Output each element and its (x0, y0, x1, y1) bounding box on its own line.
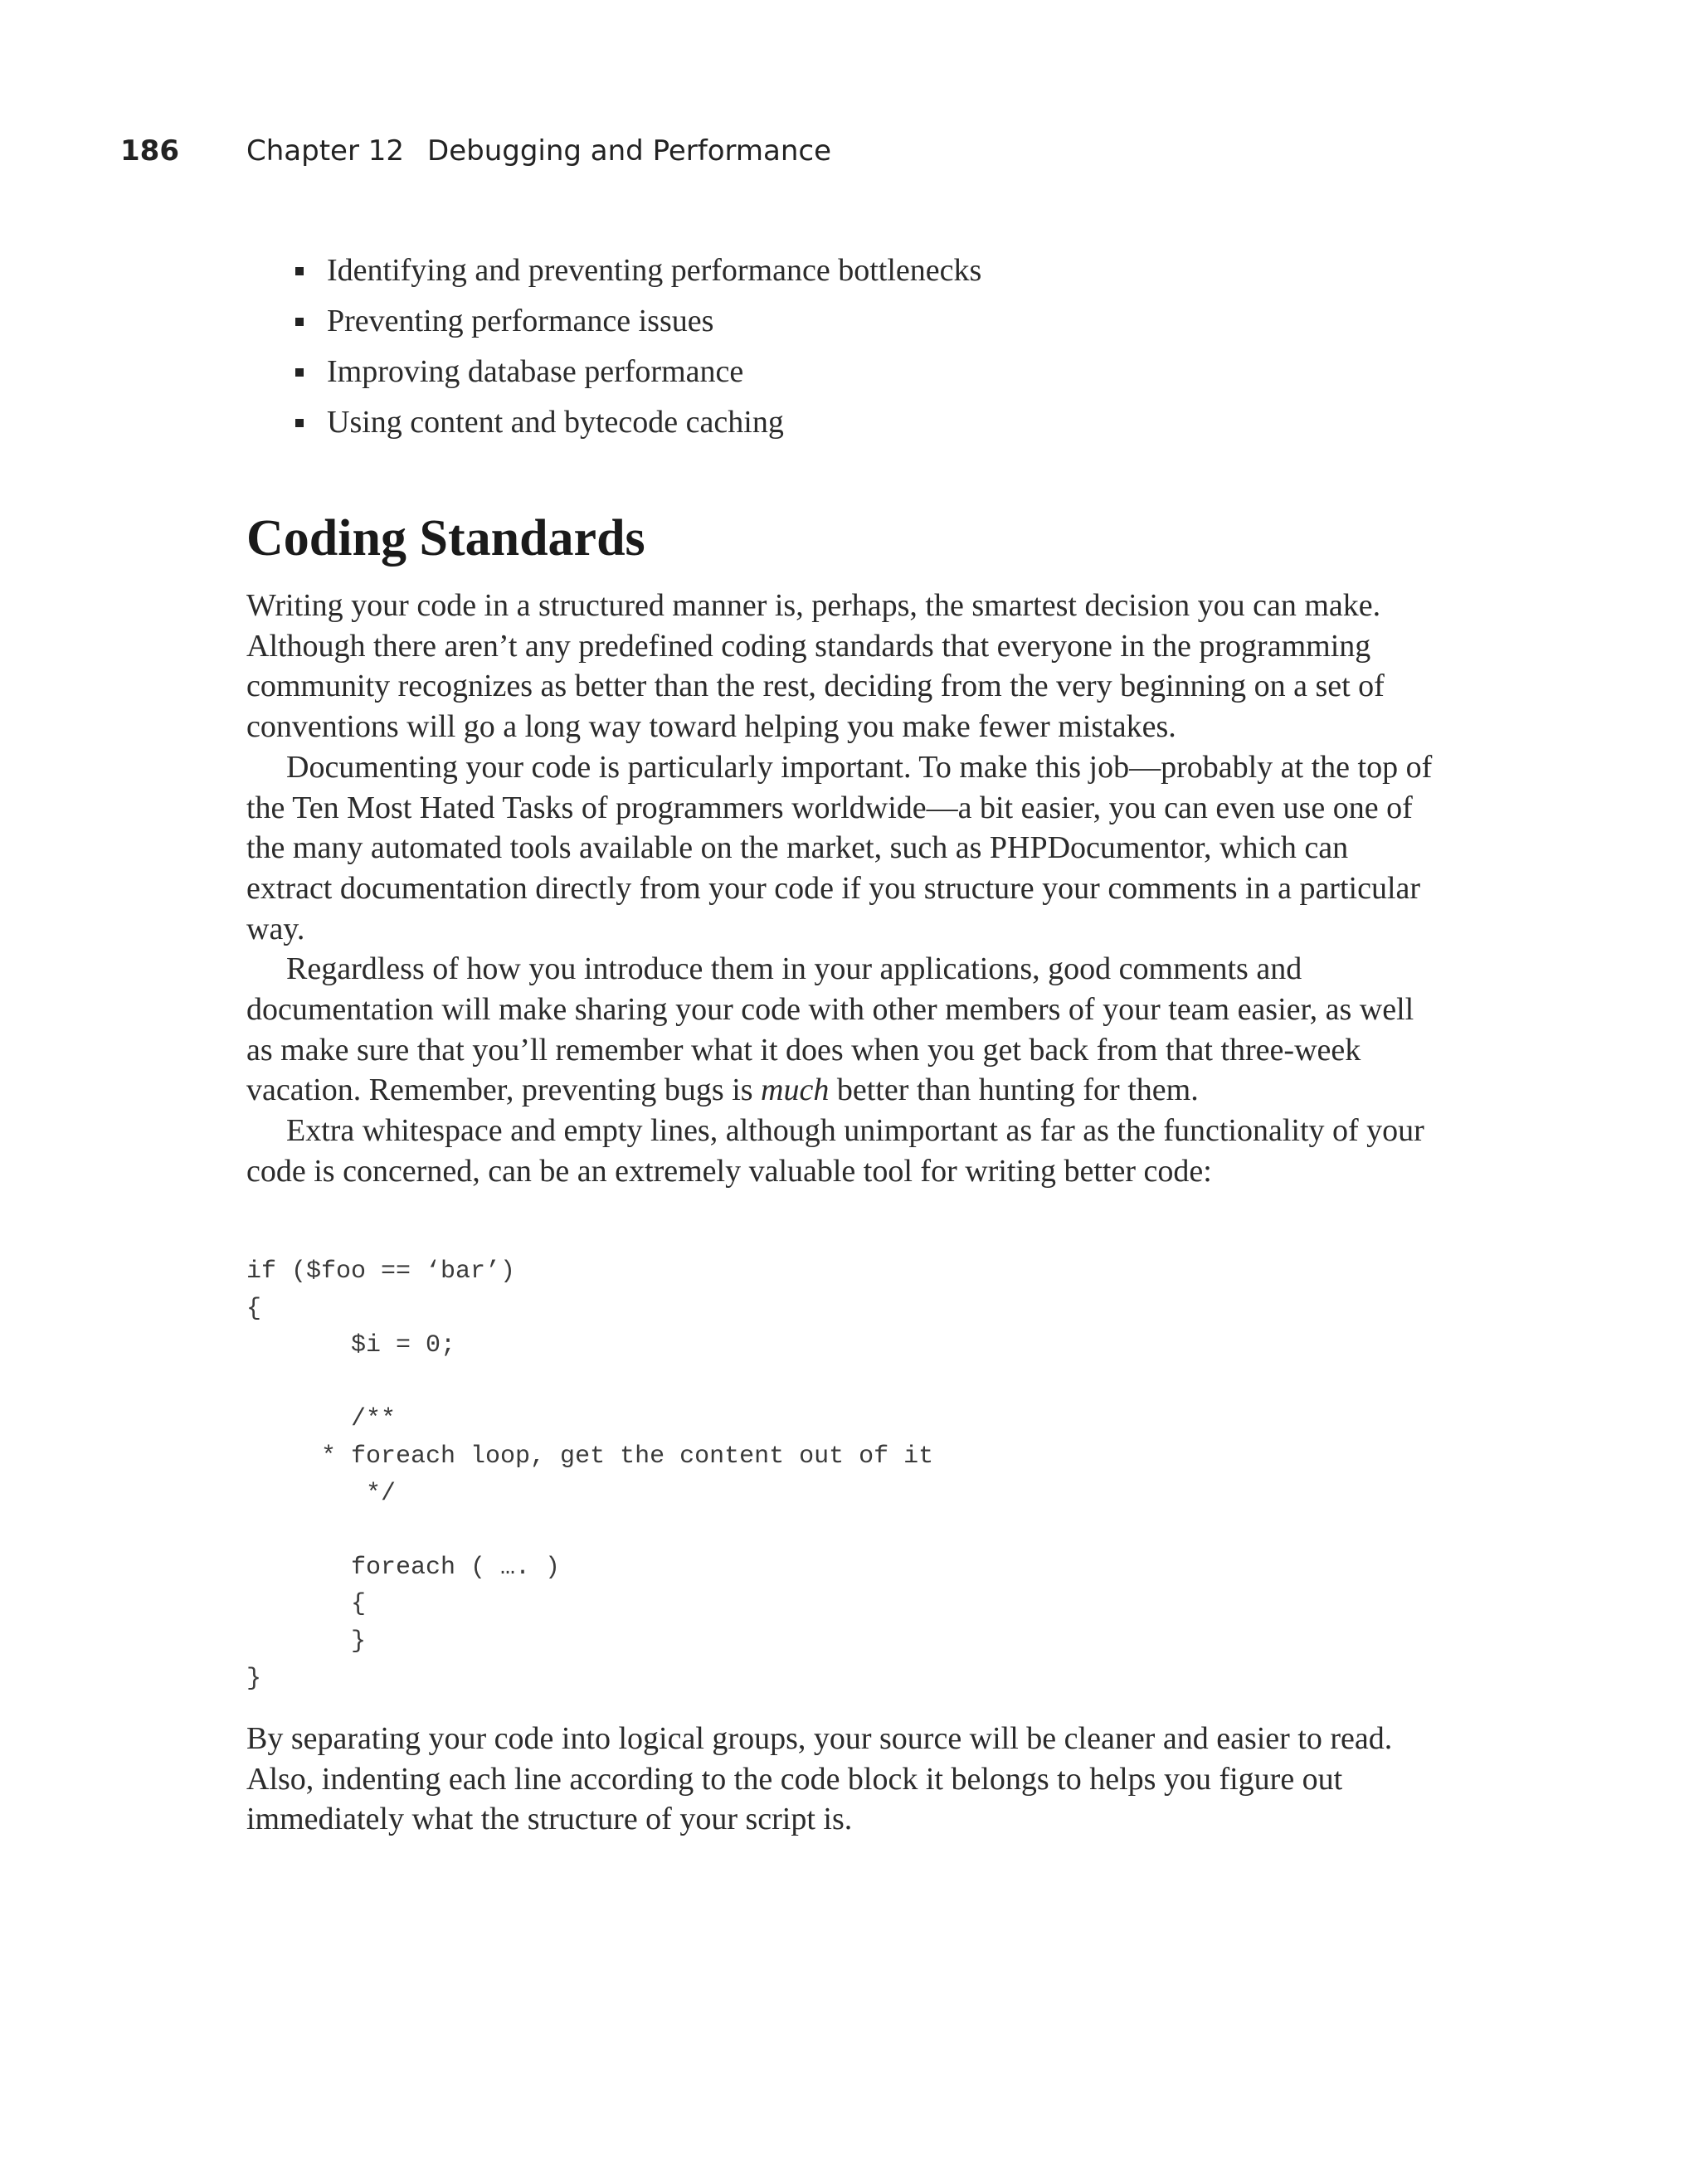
section-heading: Coding Standards (246, 510, 645, 567)
running-head (120, 134, 831, 168)
body-text-block-1 (246, 586, 1441, 1192)
paragraph (246, 949, 1441, 1111)
page-number: 186 (120, 134, 179, 168)
paragraph: Documenting your code is particularly important. To make this job—probably at the top of the Ten Most Hated Tasks of programmers worldwide—a bit easier, you can even use one of the many automated tools available on the market, such as PHPDocumentor, which can extract documentation directly from your code if you structure your comments in a particular way. (246, 749, 1433, 946)
emphasis-text: much (761, 1073, 830, 1108)
paragraph-text: Regardless of how you introduce them in your applications, good comments and documentation will make sharing your code with other members of your team easier, as well as make sure that you’ll remember what it does when you get back from that three-week vacation. Remember, preventing bugs is (246, 951, 1414, 1108)
body-text-block-2 (246, 1719, 1441, 1840)
bullet-item: Identifying and preventing performance bottlenecks (289, 246, 981, 296)
chapter-title: Debugging and Performance (427, 134, 832, 168)
code-block: if ($foo == ‘bar’) { $i = 0; /** * foreach loop, get the content out of it */ foreach ( …. ) { } } (246, 1257, 934, 1693)
paragraph: Extra whitespace and empty lines, although unimportant as far as the functionality of your code is concerned, can be an extremely valuable tool for writing better code: (246, 1113, 1424, 1189)
bullet-item: Using content and bytecode caching (289, 397, 981, 448)
paragraph-text: better than hunting for them. (829, 1073, 1199, 1108)
bullet-item: Improving database performance (289, 347, 981, 397)
paragraph: Writing your code in a structured manner is, perhaps, the smartest decision you can make. Although there aren’t any predefined coding standards that everyone in the programming community recognizes as better than the rest, deciding from the very beginning on a set of conventions will go a long way toward helping you make fewer mistakes. (246, 588, 1385, 745)
chapter-label: Chapter 12 (246, 134, 405, 168)
paragraph: By separating your code into logical groups, your source will be cleaner and easier to read. Also, indenting each line according to the code block it belongs to helps you figure out immediately what the structure of your script is. (246, 1721, 1393, 1837)
bullet-item: Preventing performance issues (289, 296, 981, 347)
bullet-list (289, 246, 981, 448)
